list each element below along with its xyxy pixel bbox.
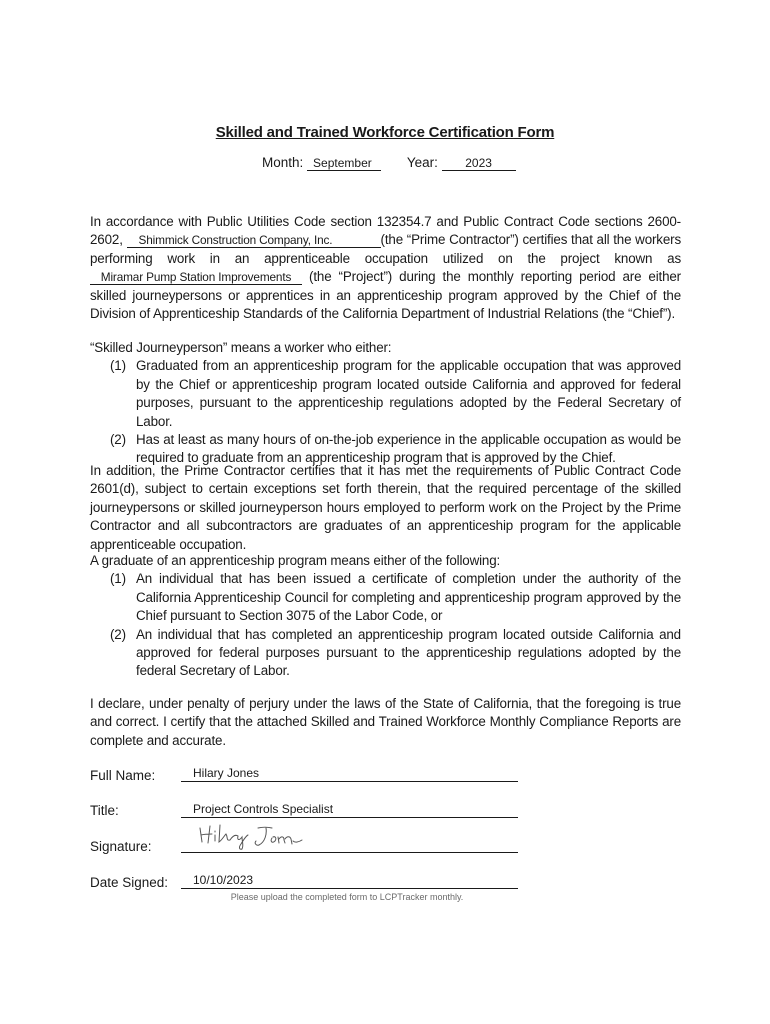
title-field[interactable] (181, 802, 518, 818)
skilled-heading: “Skilled Journeyperson” means a worker who either: (90, 340, 392, 355)
intro-text-3: (the “Project”) during the monthly reporting period are either skilled journeypersons or apprentices in an apprenticeship program approved by the Chief of the Division of Apprenticeship Standards of the California Department of Industrial Relations (the “Chief”). (90, 269, 681, 322)
list-text: An individual that has completed an apprenticeship program located outside California and approved for federal purposes pursuant to the apprenticeship regulations adopted by the federal Secretary of Labor. (136, 626, 681, 679)
list-number: (2) (110, 432, 126, 448)
month-year-row (262, 155, 516, 171)
title-value: Project Controls Specialist (193, 802, 334, 816)
graduate-section (90, 552, 681, 681)
addition-paragraph: In addition, the Prime Contractor certifies that it has met the requirements of Public Contract Code 2601(d), subject to certain exceptions set forth therein, that the required percentage of the skilled journeypersons or skilled journeyperson hours employed to perform work on the Project by the Prime Contractor and all subcontractors are graduates of an apprenticeship program for the applicable apprenticeable occupation. (90, 463, 681, 552)
date-signed-value: 10/10/2023 (193, 873, 254, 887)
intro-text-1: In accordance with Public Utilities Code section 132354.7 and Public Contract Code sections 2600-2602, (90, 214, 681, 248)
list-number: (1) (110, 571, 126, 587)
month-label: Month: (262, 155, 304, 170)
list-item (90, 626, 681, 681)
graduate-heading: A graduate of an apprenticeship program means either of the following: (90, 553, 501, 568)
list-item (90, 357, 681, 431)
skilled-list (90, 357, 681, 467)
year-field[interactable]: 2023 (442, 156, 516, 171)
list-number: (2) (110, 626, 126, 642)
skilled-journeyperson-section (90, 339, 681, 468)
full-name-label: Full Name: (90, 768, 156, 783)
list-number: (1) (110, 358, 126, 374)
list-text: Graduated from an apprenticeship program for the applicable occupation that was approved by the Chief or apprenticeship program located outside California and approved for federal purposes, pursuant to the apprenticeship regulations adopted by the Federal Secretary of Labor. (136, 358, 681, 429)
title-label: Title: (90, 803, 119, 818)
date-signed-label: Date Signed: (90, 875, 169, 890)
full-name-value: Hilary Jones (193, 766, 260, 780)
signature-label: Signature: (90, 839, 152, 854)
date-signed-field[interactable] (181, 873, 518, 889)
list-item (90, 570, 681, 625)
year-label: Year: (406, 155, 438, 170)
intro-paragraph (90, 213, 681, 323)
project-name-field[interactable]: Miramar Pump Station Improvements (90, 271, 302, 285)
intro-text-2: (the “Prime Contractor”) certifies that all the workers performing work in an apprenticeable occupation utilized on the project known as (90, 232, 681, 266)
graduate-list (90, 570, 681, 680)
full-name-field[interactable] (181, 766, 518, 782)
handwritten-signature (196, 822, 308, 852)
list-text: An individual that has been issued a certificate of completion under the authority of the California Apprenticeship Council for completing and apprenticeship program approved by the Chief pursuant to Section 3075 of the Labor Code, or (136, 571, 681, 624)
declaration-paragraph: I declare, under penalty of perjury under the laws of the State of California, that the foregoing is true and correct. I certify that the attached Skilled and Trained Workforce Monthly Compliance Reports are complete and accurate. (90, 696, 681, 748)
upload-footnote: Please upload the completed form to LCPTracker monthly. (230, 892, 464, 902)
prime-contractor-field[interactable]: Shimmick Construction Company, Inc. (127, 234, 381, 248)
month-field[interactable]: September (307, 156, 381, 171)
list-text: Has at least as many hours of on-the-job experience in the applicable occupation as would be required to graduate from an apprenticeship program that is approved by the Chief. (136, 432, 681, 466)
form-title: Skilled and Trained Workforce Certification Form (215, 124, 555, 141)
